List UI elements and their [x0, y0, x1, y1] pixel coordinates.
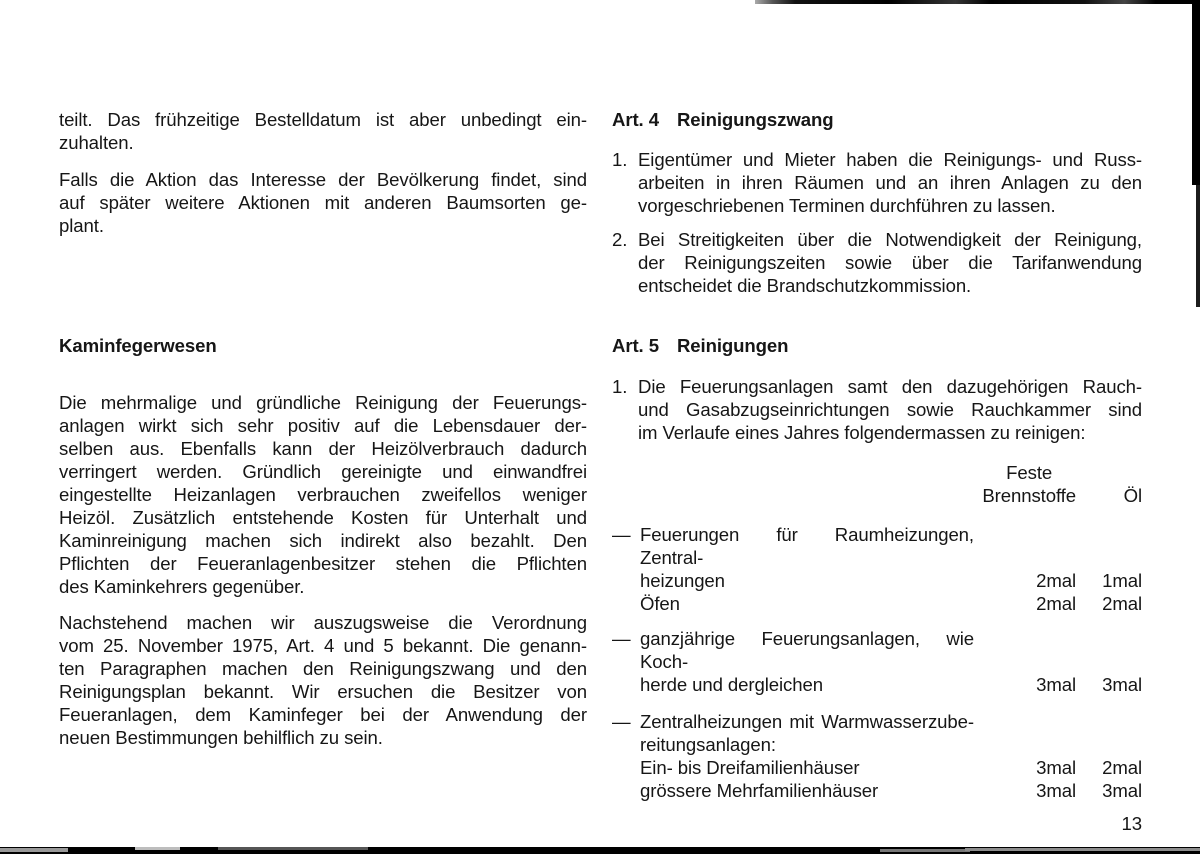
text-line: Bei Streitigkeiten über die Notwendigkeit der Reinigung,: [638, 229, 1142, 250]
text-line: selben aus. Ebenfalls kann der Heizölverbrauch dadurch: [59, 438, 587, 459]
scan-edge-right-strip-thin: [1196, 185, 1200, 307]
feste-value: 3mal: [1036, 674, 1076, 695]
text-line: Falls die Aktion das Interesse der Bevölkerung findet, sind: [59, 169, 587, 190]
dash-bullet: [612, 569, 640, 592]
schedule-desc: Ein- bis Dreifamilienhäuser: [640, 757, 860, 778]
schedule-group-zentralheizungen: [612, 710, 1142, 802]
schedule-header: [612, 461, 1142, 507]
schedule-desc: herde und dergleichen: [640, 674, 823, 695]
text-line: im Verlaufe eines Jahres folgendermassen zu reinigen:: [638, 422, 1086, 443]
dash-bullet: —: [612, 711, 631, 732]
text-line: Feueranlagen, dem Kaminfeger bei der Anwendung der: [59, 704, 587, 725]
text-line: arbeiten in ihren Räumen und an ihren Anlagen zu den: [638, 172, 1142, 193]
text-line: vom 25. November 1975, Art. 4 und 5 bekannt. Die genann-: [59, 635, 587, 656]
feste-value: [974, 627, 1030, 673]
schedule-row: [612, 756, 1142, 779]
text-line: entscheidet die Brandschutzkommission.: [638, 275, 972, 296]
text-line: vorgeschriebenen Terminen durchführen zu lassen.: [638, 195, 1056, 216]
schedule-row: [612, 523, 1142, 569]
article-4-heading: [612, 108, 1142, 131]
scan-noise: [880, 849, 970, 852]
oil-value: 1mal: [1102, 570, 1142, 591]
schedule-row: [612, 779, 1142, 802]
feste-value: 2mal: [1036, 593, 1076, 614]
solid-fuel-column-header: [982, 461, 1076, 507]
text-line: eingestellte Heizanlagen verbrauchen zweifellos weniger: [59, 484, 587, 505]
text-line: zuhalten.: [59, 132, 134, 153]
oil-value: [1030, 627, 1096, 673]
schedule-desc: Öfen: [640, 593, 680, 614]
text-line: Nachstehend machen wir auszugsweise die Verordnung: [59, 612, 587, 633]
schedule-desc: reitungsanlagen:: [640, 734, 776, 755]
item-number: 1.: [612, 149, 628, 170]
dash-bullet: [612, 733, 640, 756]
schedule-row: [612, 592, 1142, 615]
text-line: anlagen wirkt sich sehr positiv auf die Lebensdauer der-: [59, 415, 587, 436]
oil-value: [1030, 710, 1096, 733]
article-4-item-2: [612, 228, 1142, 297]
oil-value: 2mal: [1102, 593, 1142, 614]
paragraph-reinigung: [59, 391, 587, 598]
section-heading-kaminfegerwesen: Kaminfegerwesen: [59, 335, 217, 356]
left-column: [59, 100, 587, 749]
oil-value: 3mal: [1102, 674, 1142, 695]
dash-bullet: [612, 779, 640, 802]
oil-value: 2mal: [1102, 757, 1142, 778]
text-line: und Gasabzugseinrichtungen sowie Rauchkammer sind: [638, 399, 1142, 420]
article-4-item-1: [612, 148, 1142, 217]
feste-value: [974, 523, 1030, 569]
right-column: [612, 100, 1142, 835]
item-number: 1.: [612, 376, 628, 397]
solid-fuel-header-line2: Brennstoffe: [982, 485, 1076, 506]
schedule-group-kochherde: [612, 627, 1142, 696]
item-text: [638, 228, 1142, 297]
dash-bullet: [612, 592, 640, 615]
text-line: teilt. Das frühzeitige Bestelldatum ist aber unbedingt ein-: [59, 109, 587, 130]
article-5-item-1: [612, 375, 1142, 444]
oil-value: 3mal: [1102, 780, 1142, 801]
text-line: Die mehrmalige und gründliche Reinigung der Feuerungs-: [59, 392, 587, 413]
text-line: Reinigungsplan bekannt. Wir ersuchen die Besitzer von: [59, 681, 587, 702]
schedule-desc: Zentralheizungen mit Warmwasserzube-: [640, 711, 974, 732]
text-line: Heizöl. Zusätzlich entstehende Kosten für Unterhalt und: [59, 507, 587, 528]
text-line: ten Paragraphen machen den Reinigungszwang und den: [59, 658, 587, 679]
schedule-group-raumheizungen: [612, 523, 1142, 615]
text-line: Pflichten der Feueranlagenbesitzer stehen die Pflichten: [59, 553, 587, 574]
article-4-title: Reinigungszwang: [676, 109, 834, 130]
item-number: 2.: [612, 229, 628, 250]
schedule-desc: heizungen: [640, 570, 725, 591]
oil-value: [1076, 733, 1142, 756]
oil-value: [1030, 523, 1096, 569]
paragraph-bestelldatum: [59, 108, 587, 154]
oil-column-header: Öl: [1123, 485, 1142, 506]
page-number: 13: [1121, 813, 1142, 834]
article-5-heading: [612, 334, 1142, 357]
text-line: auf später weitere Aktionen mit anderen Baumsorten ge-: [59, 192, 587, 213]
dash-bullet: —: [612, 628, 631, 649]
article-4-number: Art. 4: [612, 109, 659, 130]
scan-noise: [0, 848, 68, 852]
schedule-row: [612, 733, 1142, 756]
paragraph-aktion: [59, 168, 587, 237]
dash-bullet: —: [612, 524, 631, 545]
schedule-desc: Feuerungen für Raumheizungen, Zentral-: [640, 524, 974, 568]
article-5-number: Art. 5: [612, 335, 659, 356]
schedule-row: [612, 627, 1142, 673]
schedule-row: [612, 673, 1142, 696]
item-text: [638, 148, 1142, 217]
scan-noise: [135, 847, 180, 850]
schedule-row: [612, 569, 1142, 592]
paragraph-verordnung: [59, 611, 587, 749]
text-line: Kaminreinigung machen sich indirekt also bezahlt. Den: [59, 530, 587, 551]
dash-bullet: [612, 673, 640, 696]
scan-edge-right-strip: [1192, 0, 1200, 185]
text-line: plant.: [59, 215, 104, 236]
dash-bullet: [612, 756, 640, 779]
text-line: der Reinigungszeiten sowie über die Tarifanwendung: [638, 252, 1142, 273]
feste-value: [974, 710, 1030, 733]
feste-value: [1020, 733, 1076, 756]
schedule-desc: ganzjährige Feuerungsanlagen, wie Koch-: [640, 628, 974, 672]
feste-value: 3mal: [1036, 757, 1076, 778]
feste-value: 2mal: [1036, 570, 1076, 591]
item-text: [638, 375, 1142, 444]
article-5-title: Reinigungen: [676, 335, 789, 356]
solid-fuel-header-line1: Feste: [1006, 462, 1053, 483]
schedule-row: [612, 710, 1142, 733]
text-line: des Kaminkehrers gegenüber.: [59, 576, 305, 597]
schedule-desc: grössere Mehrfamilienhäuser: [640, 780, 879, 801]
scan-noise: [218, 847, 368, 850]
feste-value: 3mal: [1036, 780, 1076, 801]
scan-edge-bottom-bar: [0, 847, 1200, 854]
scan-noise: [965, 848, 1200, 851]
text-line: neuen Bestimmungen behilflich zu sein.: [59, 727, 383, 748]
text-line: Die Feuerungsanlagen samt den dazugehörigen Rauch-: [638, 376, 1142, 397]
text-line: verringert werden. Gründlich gereinigte und einwandfrei: [59, 461, 587, 482]
scan-edge-top-bar: [755, 0, 1200, 4]
text-line: Eigentümer und Mieter haben die Reinigungs- und Russ-: [638, 149, 1142, 170]
